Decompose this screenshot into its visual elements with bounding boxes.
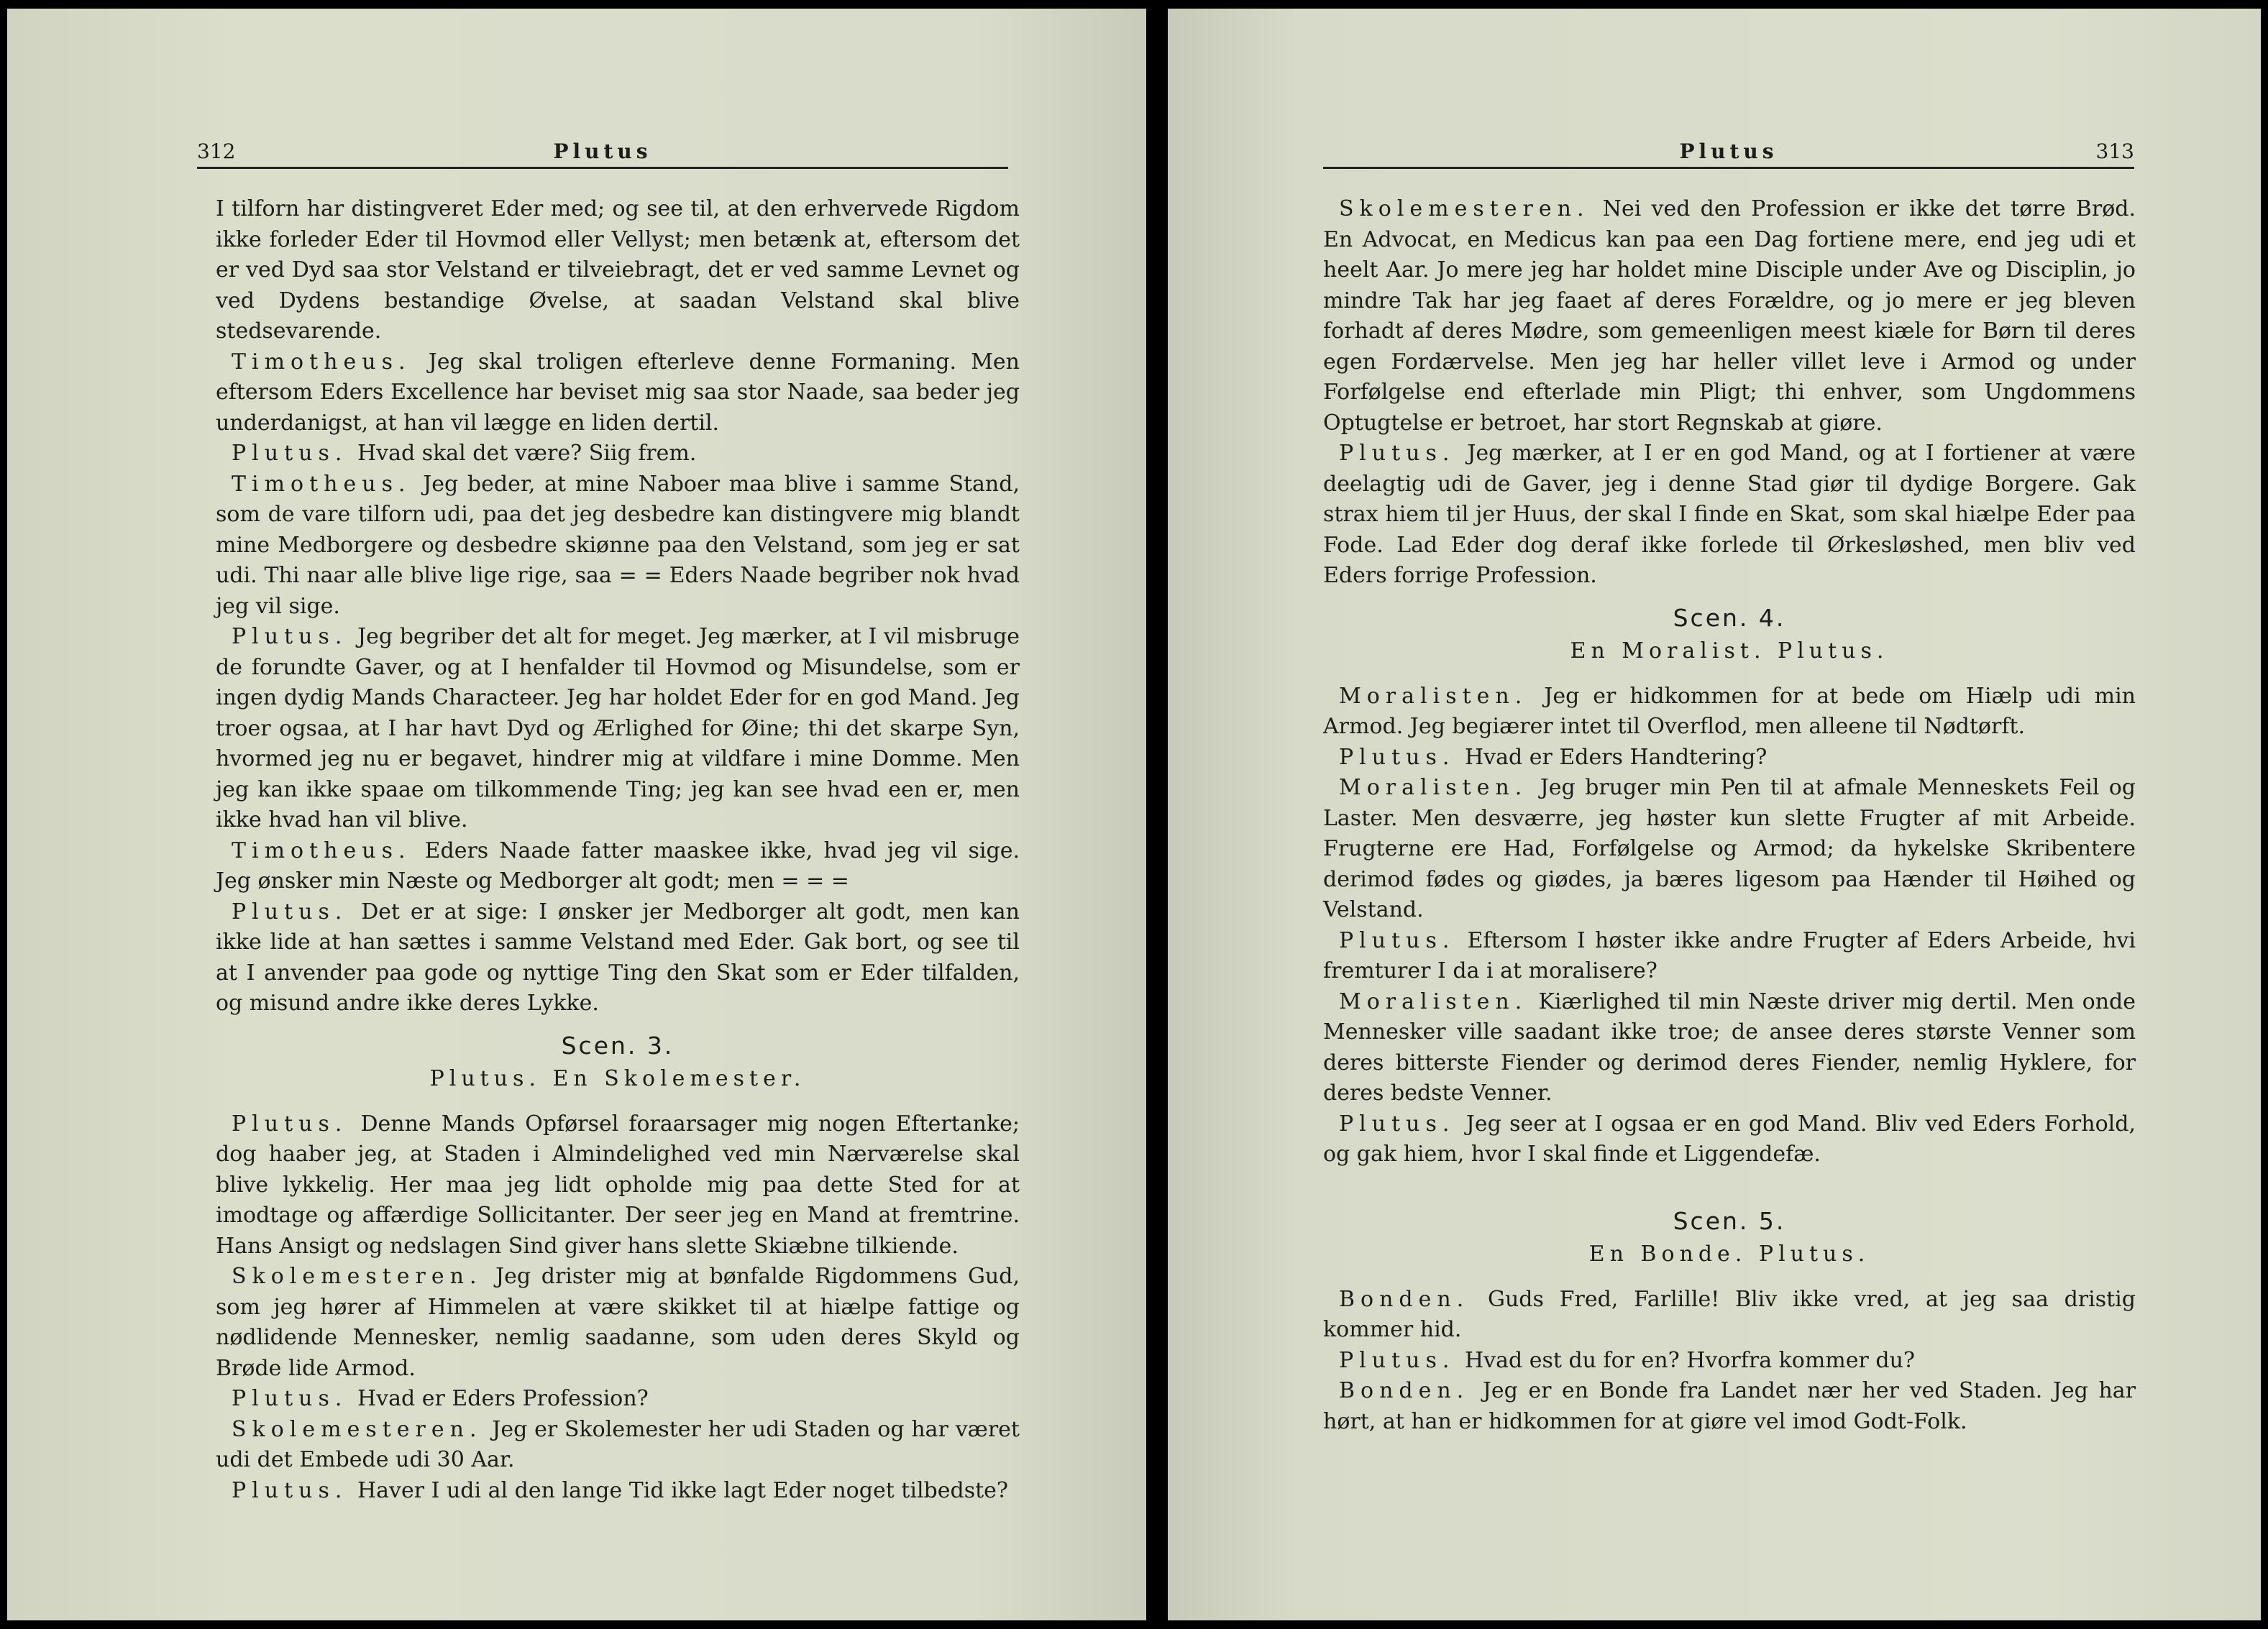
left-page [7, 9, 1146, 1620]
scene-heading: Scen. 3. [561, 1031, 675, 1060]
speech-text: Eftersom I høster ikke andre Frugter af Eders Arbeide, hvi fremturer I da i at moralisere? [1323, 927, 2136, 983]
speaker-name: Moralisten. [1339, 775, 1528, 800]
speech [216, 836, 1020, 897]
scene-heading: Scen. 4. [1673, 603, 1786, 632]
speech-text: Jeg begriber det alt for meget. Jeg mærker, at I vil misbruge de forundte Gaver, og at I henfalder til Hovmod og Misundelse, som er ingen dydig Mands Characteer. Jeg har holdet Eder for en god Mand. Jeg troer ogsaa, at I har havt Dyd og Ærlighed for Øine; thi det skarpe Syn, hvormed jeg nu er begavet, hindrer mig at vildfare i mine Domme. Men jeg kan ikke spaae om tilkommende Ting; jeg kan see hvad een er, men ikke hvad han vil blive. [216, 624, 1020, 832]
speech [216, 469, 1020, 623]
speaker-name: Moralisten. [1339, 988, 1528, 1014]
speech [1323, 1109, 2136, 1170]
speaker-name: Bonden. [1339, 1286, 1470, 1312]
speaker-name: Skolemesteren. [232, 1416, 483, 1442]
speech-text: Jeg bruger min Pen til at afmale Menneskets Feil og Laster. Men desværre, jeg høster kun slette Frugter af mit Arbeide. Frugterne ere Had, Forfølgelse og Armod; da hykelske Skribentere derimod fødes og giødes, ja bæres ligesom paa Hænder til Høihed og Velstand. [1323, 775, 2136, 922]
scene-persons: En Moralist. Plutus. [1570, 638, 1889, 664]
speech-text: Guds Fred, Farlille! Bliv ikke vred, at jeg saa dristig kommer hid. [1323, 1286, 2136, 1342]
speaker-name: Plutus. [232, 899, 348, 924]
speech-text: Hvad est du for en? Hvorfra kommer du? [1464, 1347, 1915, 1373]
speech [1323, 194, 2136, 439]
speech-text: Jeg skal troligen efterleve denne Formaning. Men eftersom Eders Excellence har beviset mig saa stor Naade, saa beder jeg underdanigst, at han vil lægge en liden dertil. [216, 349, 1020, 436]
page-body [1323, 194, 2136, 1437]
speaker-name: Bonden. [1339, 1378, 1470, 1403]
spacer [1323, 1170, 2136, 1195]
speech [1323, 1346, 2136, 1377]
running-title: Plutus [1679, 139, 1778, 163]
running-title: Plutus [553, 139, 652, 163]
speaker-name: Timotheus. [232, 349, 411, 375]
speech [216, 1415, 1020, 1476]
speech [216, 622, 1020, 836]
continued-paragraph: I tilforn har distingveret Eder med; og see til, at den erhvervede Rigdom ikke forleder Eder til Hovmod eller Vellyst; men betænk at, eftersom det er ved Dyd saa stor Velstand er tilveiebragt, det er ved samme Levnet og ved Dydens bestandige Øvelse, at saadan Velstand skal blive stedsevarende. [216, 196, 1020, 344]
speech [1323, 773, 2136, 926]
right-page [1168, 9, 2261, 1620]
speech-text: Jeg drister mig at bønfalde Rigdommens Gud, som jeg hører af Himmelen at være skikket til at hiælpe fattige og nødlidende Mennesker, nemlig saadanne, som uden deres Skyld og Brøde lide Armod. [216, 1264, 1020, 1381]
speaker-name: Skolemesteren. [232, 1264, 483, 1289]
speaker-name: Plutus. [1339, 927, 1455, 953]
speaker-name: Plutus. [232, 1111, 348, 1137]
speech [216, 1384, 1020, 1415]
speech-text: Eders Naade fatter maaskee ikke, hvad jeg vil sige. Jeg ønsker min Næste og Medborger alt godt; men = = = [216, 838, 1020, 894]
scene-persons: En Bonde. Plutus. [1588, 1242, 1870, 1267]
speech-text: Jeg er en Bonde fra Landet nær her ved Staden. Jeg har hørt, at han er hidkommen for at giøre vel imod Godt-Folk. [1323, 1378, 2136, 1434]
speech [216, 1262, 1020, 1384]
speech-text: Jeg er Skolemester her udi Staden og har været udi det Embede udi 30 Aar. [216, 1416, 1020, 1472]
speaker-name: Plutus. [1339, 1347, 1455, 1373]
speech [216, 897, 1020, 1019]
speech-text: Nei ved den Profession er ikke det tørre Brød. En Advocat, en Medicus kan paa een Dag fortiene mere, end jeg udi et heelt Aar. Jo mere jeg har holdet mine Disciple under Ave og Disciplin, jo mindre Tak har jeg faaet af deres Forældre, og jo mere er jeg bleven forhadt af deres Mødre, som gemeenligen meest kiæle for Børn til deres egen Fordærvelse. Men jeg har heller villet leve i Armod og under Forfølgelse end efterlade min Pligt; thi enhver, som Ungdommens Optugtelse er betroet, har stort Regnskab at giøre. [1323, 196, 2136, 436]
speaker-name: Plutus. [1339, 441, 1455, 466]
scene-persons: Plutus. En Skolemester. [429, 1066, 806, 1091]
speaker-name: Plutus. [1339, 744, 1455, 770]
page-number: 313 [2095, 139, 2134, 163]
speaker-name: Plutus. [1339, 1111, 1455, 1137]
speech [216, 1476, 1020, 1507]
speech-text: Denne Mands Opførsel foraarsager mig nogen Eftertanke; dog haaber jeg, at Staden i Almindelighed ved min Nærværelse skal blive lykkelig. Her maa jeg lidt opholde mig paa dette Sted for at imodtage og affærdige Sollicitanter. Der seer jeg en Mand at fremtrine. Hans Ansigt og nedslagen Sind giver hans slette Skiæbne tilkiende. [216, 1111, 1020, 1259]
speaker-name: Moralisten. [1339, 683, 1528, 709]
speaker-name: Plutus. [232, 624, 348, 649]
speech-text: Jeg er hidkommen for at bede om Hiælp udi min Armod. Jeg begiærer intet til Overflod, men alleene til Nødtørft. [1323, 683, 2136, 739]
speech-text: Hvad er Eders Handtering? [1464, 744, 1768, 770]
speech [1323, 926, 2136, 987]
speaker-name: Plutus. [232, 1386, 348, 1411]
page-header [1323, 138, 2134, 169]
speech-text: Det er at sige: I ønsker jer Medborger alt godt, men kan ikke lide at han sættes i samme Velstand med Eder. Gak bort, og see til at I anvender paa gode og nyttige Ting den Skat som er Eder tilfalden, og misund andre ikke deres Lykke. [216, 899, 1020, 1016]
scene-heading: Scen. 5. [1673, 1206, 1786, 1235]
speech-text: Hvad skal det være? Siig frem. [357, 441, 697, 466]
speech-text: Jeg seer at I ogsaa er en god Mand. Bliv ved Eders Forhold, og gak hiem, hvor I skal finde et Liggendefæ. [1323, 1111, 2136, 1167]
speech [1323, 682, 2136, 743]
speech [216, 1109, 1020, 1262]
speech-text: Haver I udi al den lange Tid ikke lagt Eder noget tilbedste? [357, 1477, 1008, 1503]
speech [1323, 743, 2136, 774]
speech-text: Kiærlighed til min Næste driver mig dertil. Men onde Mennesker ville saadant ikke troe; de ansee deres største Venner som deres bitterste Fiender og derimod deres Fiender, nemlig Hyklere, for deres bedste Venner. [1323, 988, 2136, 1106]
speaker-name: Skolemesteren. [1339, 196, 1590, 221]
page-header [197, 138, 1008, 169]
speech [1323, 1285, 2136, 1346]
speech [216, 439, 1020, 469]
speech [216, 347, 1020, 439]
speech-text: Jeg mærker, at I er en god Mand, og at I fortiener at være deelagtig udi de Gaver, jeg i denne Stad giør til dydige Borgere. Gak strax hiem til jer Huus, der skal I finde en Skat, som skal hiælpe Eder paa Fode. Lad Eder dog deraf ikke forlede til Ørkesløshed, men bliv ved Eders forrige Profession. [1323, 441, 2136, 588]
page-number: 312 [197, 139, 236, 163]
speaker-name: Plutus. [232, 441, 348, 466]
speech [1323, 439, 2136, 592]
speaker-name: Timotheus. [232, 471, 411, 497]
page-body [216, 194, 1020, 1506]
speech-text: Hvad er Eders Profession? [357, 1386, 649, 1411]
speech [1323, 987, 2136, 1109]
speech [1323, 1376, 2136, 1437]
speaker-name: Timotheus. [232, 838, 411, 863]
speaker-name: Plutus. [232, 1477, 348, 1503]
speech-text: Jeg beder, at mine Naboer maa blive i samme Stand, som de vare tilforn udi, paa det jeg desbedre kan distingvere mig blandt mine Medborgere og desbedre skiønne paa den Velstand, som jeg er sat udi. Thi naar alle blive lige rige, saa = = Eders Naade begriber nok hvad jeg vil sige. [216, 471, 1020, 619]
